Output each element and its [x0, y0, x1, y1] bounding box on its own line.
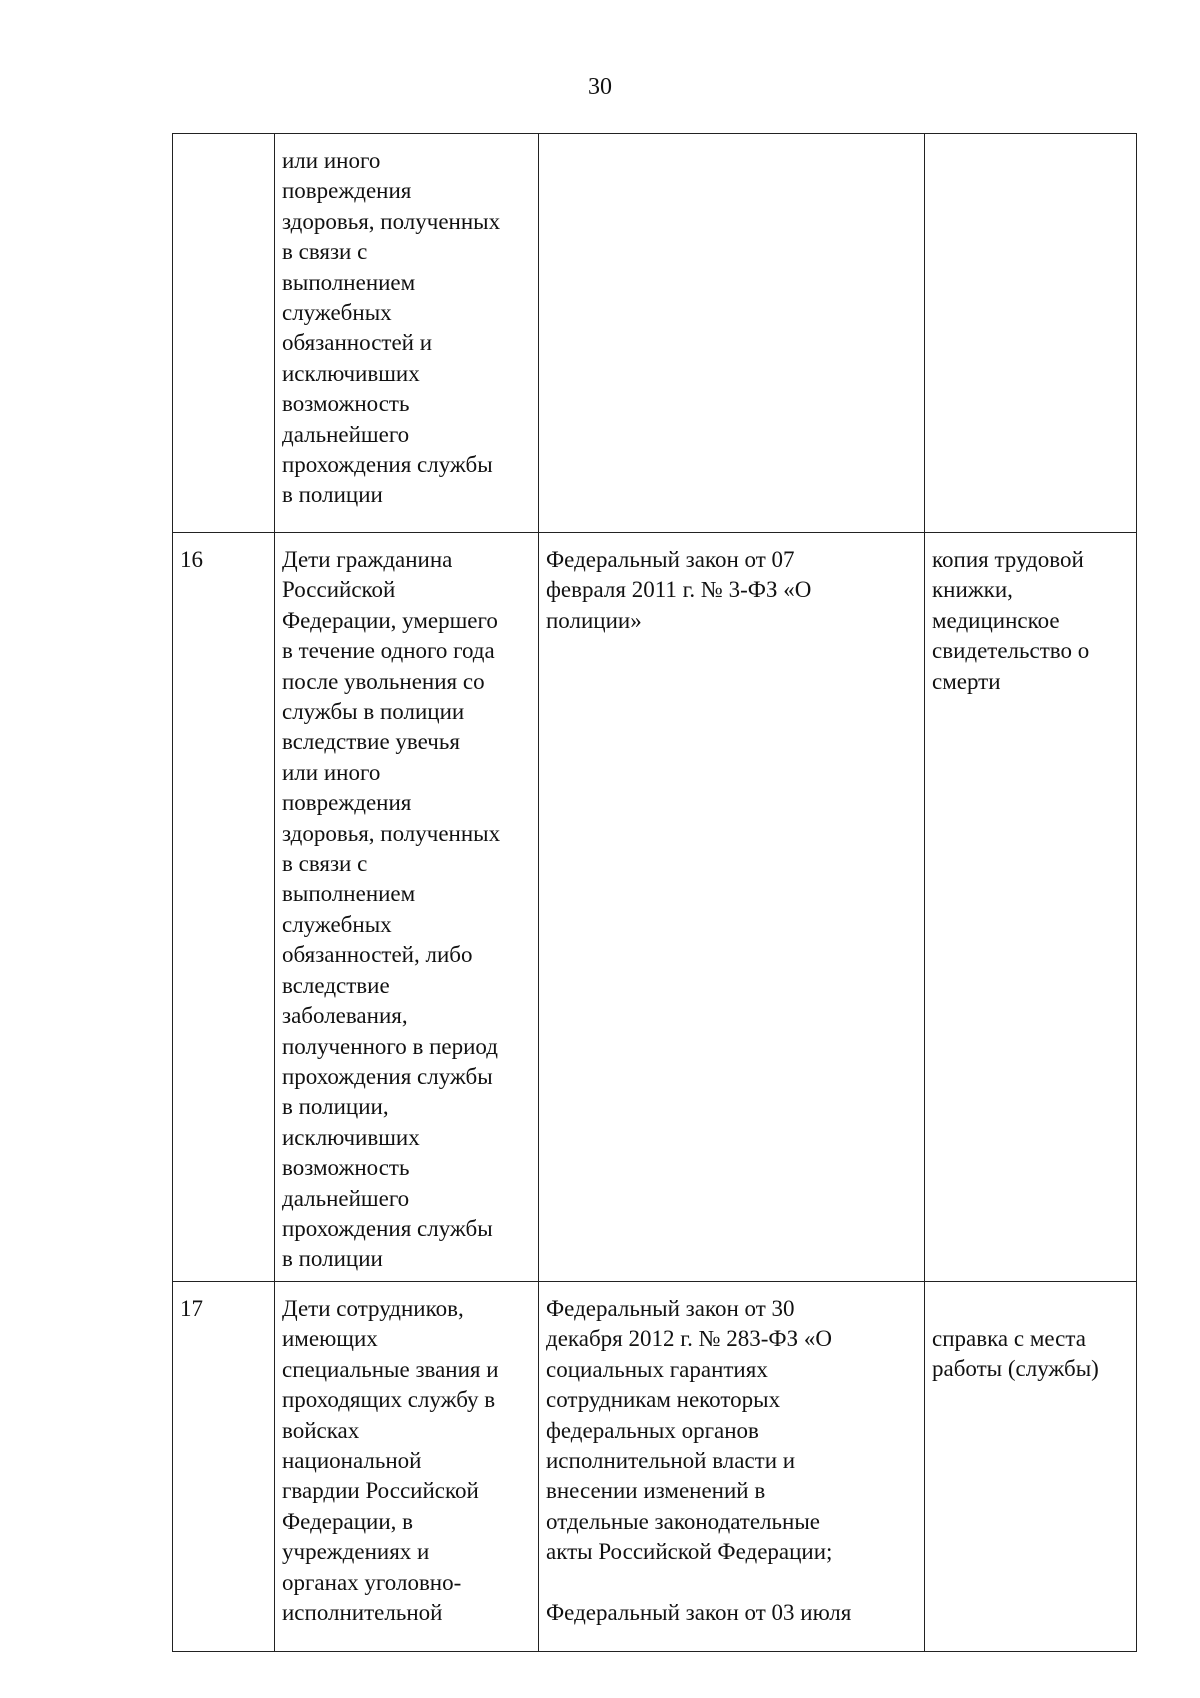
category-cell: Дети гражданина Российской Федерации, умершего в течение одного года после увольнения со службы в полиции вследствие увечья или иного повреждения здоровья, полученных в связи с выполнением служебных обязанностей, либо вследствие заболевания, полученного в период прохождения службы в полиции, исключивших возможность дальнейшего прохождения службы в полиции: [275, 533, 539, 1282]
table-row: [173, 533, 1137, 1282]
documents-cell: копия трудовой книжки, медицинское свидетельство о смерти: [925, 533, 1137, 1282]
row-number-cell: [173, 134, 275, 533]
table-row: [173, 1282, 1137, 1652]
page-number: 30: [588, 74, 612, 100]
law-cell: [539, 134, 925, 533]
law-cell: Федеральный закон от 07 февраля 2011 г. № 3-ФЗ «О полиции»: [539, 533, 925, 1282]
category-cell: или иного повреждения здоровья, полученных в связи с выполнением служебных обязанностей и исключивших возможность дальнейшего прохождения службы в полиции: [275, 134, 539, 533]
documents-cell: [925, 134, 1137, 533]
benefits-table: [172, 133, 1137, 1652]
table-row: [173, 134, 1137, 533]
category-cell: Дети сотрудников, имеющих специальные звания и проходящих службу в войсках национальной гвардии Российской Федерации, в учреждениях и органах уголовно- исполнительной: [275, 1282, 539, 1652]
documents-cell: справка с места работы (службы): [925, 1282, 1137, 1652]
row-number-cell: 16: [173, 533, 275, 1282]
law-cell: Федеральный закон от 30 декабря 2012 г. № 283-ФЗ «О социальных гарантиях сотрудникам некоторых федеральных органов исполнительной власти и внесении изменений в отдельные законодательные акты Российской Федерации; Федеральный закон от 03 июля: [539, 1282, 925, 1652]
row-number-cell: 17: [173, 1282, 275, 1652]
